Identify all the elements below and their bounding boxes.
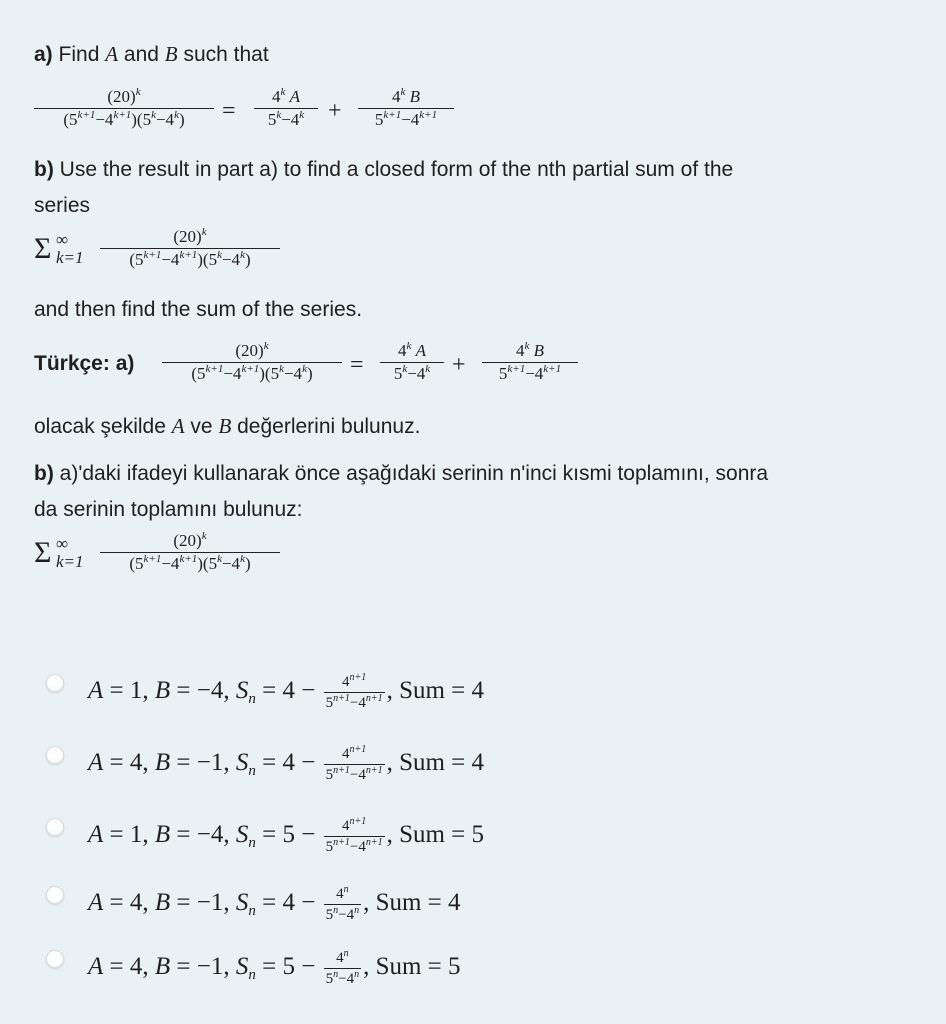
option-fraction: $\frac{4^{n+1}}{5^{n+1}-4^{n+1}}$ bbox=[325, 816, 383, 855]
turkish-term-a: $\frac{4^k A}{5^k-4^k}$ bbox=[380, 340, 444, 385]
radio-button[interactable] bbox=[46, 746, 64, 764]
turkish-equals-sign: = bbox=[350, 352, 364, 378]
option-formula: A = 1, B = −4, $S_n = 5$ − $\frac{4^{n+1}}{5^{n+1}-4^{n+1}}$ , Sum = 5 bbox=[88, 816, 485, 855]
option-formula: A = 1, B = −4, $S_n = 4$ − $\frac{4^{n+1}}{5^{n+1}-4^{n+1}}$ , Sum = 4 bbox=[88, 672, 485, 711]
radio-button[interactable] bbox=[46, 950, 64, 968]
equation-lhs-fraction: $\frac{(20)^k}{(5^{k+1}-4^{k+1})(5^k-4^k)}$ bbox=[34, 86, 214, 131]
part-b-heading: b) Use the result in part a) to find a closed form of the nth partial sum of the bbox=[34, 158, 734, 181]
radio-button[interactable] bbox=[46, 886, 64, 904]
turkish-b-heading: b) a)'daki ifadeyi kullanarak önce aşağıdaki serinin n'inci kısmi toplamını, sonra bbox=[34, 462, 769, 485]
option-formula: A = 4, B = −1, $S_n = 4$ − $\frac{4^n}{5^n-4^n}$ , Sum = 4 bbox=[88, 884, 461, 923]
sigma-series-1: Σ ∞ k=1 bbox=[34, 230, 84, 267]
option-fraction: $\frac{4^n}{5^n-4^n}$ bbox=[325, 884, 360, 923]
plus-sign: + bbox=[328, 98, 342, 124]
equation-term-b: $\frac{4^k B}{5^{k+1}-4^{k+1}}$ bbox=[358, 86, 454, 131]
option-formula: A = 4, B = −1, $S_n = 4$ − $\frac{4^{n+1}}{5^{n+1}-4^{n+1}}$ , Sum = 4 bbox=[88, 744, 485, 783]
part-b-series-word: series bbox=[34, 194, 91, 217]
turkish-lhs-fraction: $\frac{(20)^k}{(5^{k+1}-4^{k+1})(5^k-4^k)}$ bbox=[162, 340, 342, 385]
part-b-tail: and then find the sum of the series. bbox=[34, 298, 363, 321]
turkish-label: Türkçe: a) bbox=[34, 352, 135, 375]
turkish-term-b: $\frac{4^k B}{5^{k+1}-4^{k+1}}$ bbox=[482, 340, 578, 385]
radio-button[interactable] bbox=[46, 818, 64, 836]
radio-button[interactable] bbox=[46, 674, 64, 692]
turkish-plus-sign: + bbox=[452, 352, 466, 378]
option-fraction: $\frac{4^{n+1}}{5^{n+1}-4^{n+1}}$ bbox=[325, 672, 383, 711]
option-fraction: $\frac{4^{n+1}}{5^{n+1}-4^{n+1}}$ bbox=[325, 744, 383, 783]
sigma-series-2: Σ ∞ k=1 bbox=[34, 534, 84, 571]
part-a-heading: a) Find A and B such that bbox=[34, 42, 269, 66]
equation-term-a: $\frac{4^k A}{5^k-4^k}$ bbox=[254, 86, 318, 131]
series-1-fraction: $\frac{(20)^k}{(5^{k+1}-4^{k+1})(5^k-4^k)}$ bbox=[100, 226, 280, 271]
series-2-fraction: $\frac{(20)^k}{(5^{k+1}-4^{k+1})(5^k-4^k)}$ bbox=[100, 530, 280, 575]
option-formula: A = 4, B = −1, $S_n = 5$ − $\frac{4^n}{5^n-4^n}$ , Sum = 5 bbox=[88, 948, 461, 987]
turkish-b-text2: da serinin toplamını bulunuz: bbox=[34, 498, 303, 521]
turkish-a-text: olacak şekilde A ve B değerlerini bulunuz. bbox=[34, 414, 421, 438]
equals-sign: = bbox=[222, 98, 236, 124]
option-fraction: $\frac{4^n}{5^n-4^n}$ bbox=[325, 948, 360, 987]
